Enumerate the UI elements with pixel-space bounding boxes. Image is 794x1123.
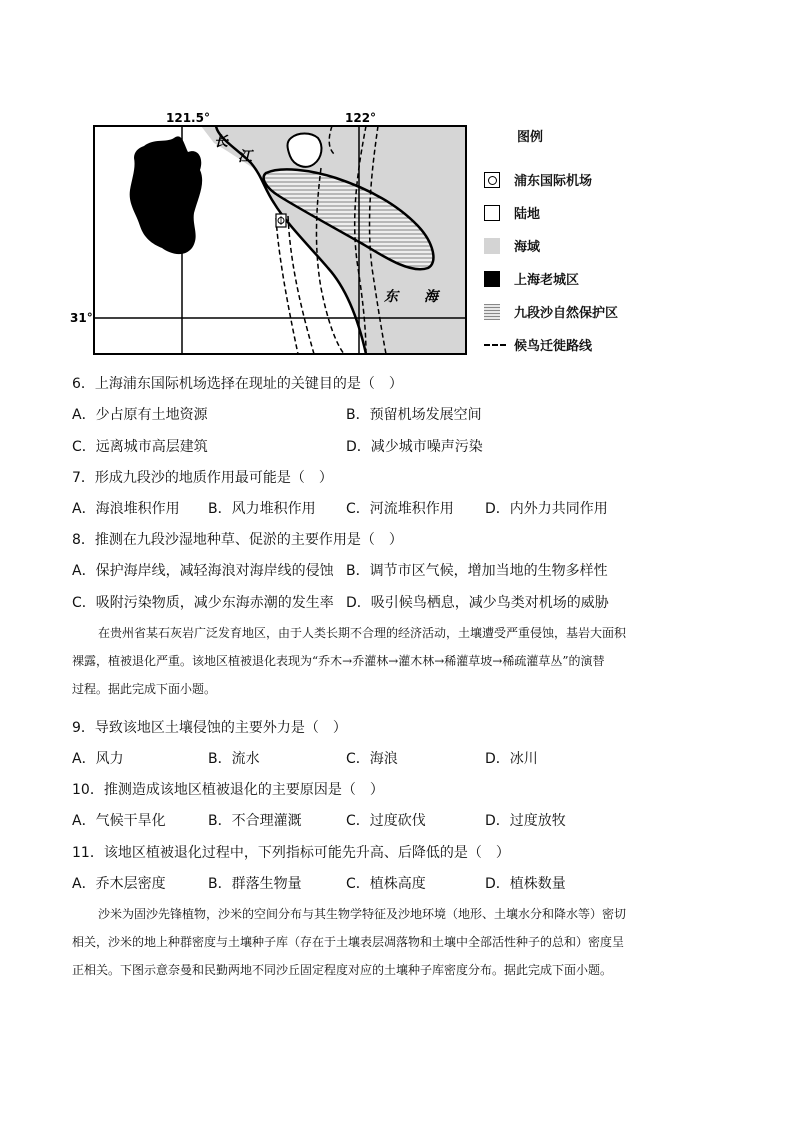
label-hai: 海 xyxy=(424,289,438,305)
lon-label-122: 122° xyxy=(345,111,377,125)
question-7-stem: 7．形成九段沙的地质作用最可能是（ ） xyxy=(72,470,333,486)
question-10-option-b[interactable]: B．不合理灌溉 xyxy=(208,813,302,829)
question-9-option-b[interactable]: B．流水 xyxy=(208,751,260,767)
legend-label: 上海老城区 xyxy=(514,273,580,288)
airport-symbol-icon xyxy=(484,172,500,188)
question-7-option-d[interactable]: D．内外力共同作用 xyxy=(485,501,608,517)
question-11-option-a[interactable]: A．乔木层密度 xyxy=(72,876,166,892)
legend-item-airport xyxy=(484,163,654,196)
question-8-option-c[interactable]: C．吸附污染物质，减少东海赤潮的发生率 xyxy=(72,595,334,611)
question-10-option-d[interactable]: D．过度放牧 xyxy=(485,813,566,829)
question-7-option-c[interactable]: C．河流堆积作用 xyxy=(346,501,454,517)
land-swatch-icon xyxy=(484,205,500,221)
question-10-option-c[interactable]: C．过度砍伐 xyxy=(346,813,426,829)
passage-line: 过程。据此完成下面小题。 xyxy=(72,682,217,696)
question-10-option-a[interactable]: A．气候干旱化 xyxy=(72,813,166,829)
island xyxy=(288,134,322,167)
passage-line: 沙米为固沙先锋植物，沙米的空间分布与其生物学特征及沙地环境（地形、土壤水分和降水等）密切 xyxy=(98,907,627,921)
question-8-option-b[interactable]: B．调节市区气候，增加当地的生物多样性 xyxy=(346,563,608,579)
legend-item-land xyxy=(484,196,654,229)
question-8-option-d[interactable]: D．吸引候鸟栖息，减少鸟类对机场的威胁 xyxy=(346,595,609,611)
passage-line: 在贵州省某石灰岩广泛发育地区，由于人类长期不合理的经济活动，土壤遭受严重侵蚀，基岩大面积 xyxy=(98,626,627,640)
label-jiang: 江 xyxy=(238,149,252,165)
legend-item-route xyxy=(484,328,654,361)
reserve-swatch-icon xyxy=(484,304,500,320)
passage-karst xyxy=(72,619,736,703)
shanghai-old-city xyxy=(130,136,202,254)
airport-icon xyxy=(276,214,286,227)
passage-shami xyxy=(72,900,736,984)
question-6-stem: 6．上海浦东国际机场选择在现址的关键目的是（ ） xyxy=(72,376,403,392)
question-8-option-a[interactable]: A．保护海岸线，减轻海浪对海岸线的侵蚀 xyxy=(72,563,334,579)
label-chang: 长 xyxy=(214,134,228,150)
legend-label: 浦东国际机场 xyxy=(514,174,593,189)
passage-line: 裸露，植被退化严重。该地区植被退化表现为“乔木→乔灌林→灌木林→稀灌草坡→稀疏灌草丛”的演替 xyxy=(72,654,605,668)
passage-line: 正相关。下图示意奈曼和民勤两地不同沙丘固定程度对应的土壤种子库密度分布。据此完成下面小题。 xyxy=(72,963,613,977)
passage-line: 相关，沙米的地上种群密度与土壤种子库（存在于土壤表层凋落物和土壤中全部活性种子的总和）密度呈 xyxy=(72,935,625,949)
question-7-option-b[interactable]: B．风力堆积作用 xyxy=(208,501,316,517)
question-11-stem: 11．该地区植被退化过程中，下列指标可能先升高、后降低的是（ ） xyxy=(72,845,510,861)
sea-swatch-icon xyxy=(484,238,500,254)
migration-route xyxy=(276,218,298,354)
question-11-option-c[interactable]: C．植株高度 xyxy=(346,876,426,892)
legend-label: 海域 xyxy=(514,240,541,255)
label-dong: 东 xyxy=(384,289,398,305)
question-9-option-c[interactable]: C．海浪 xyxy=(346,751,398,767)
legend-item-sea xyxy=(484,229,654,262)
map-legend xyxy=(484,126,654,361)
question-10-stem: 10．推测造成该地区植被退化的主要原因是（ ） xyxy=(72,782,384,798)
question-6-option-a[interactable]: A．少占原有土地资源 xyxy=(72,407,208,423)
question-9-stem: 9．导致该地区土壤侵蚀的主要外力是（ ） xyxy=(72,720,347,736)
question-9-option-a[interactable]: A．风力 xyxy=(72,751,124,767)
lon-label-121-5: 121.5° xyxy=(166,111,210,125)
legend-label: 九段沙自然保护区 xyxy=(514,306,619,321)
legend-label: 陆地 xyxy=(514,207,541,222)
map-figure xyxy=(66,108,476,358)
question-7-option-a[interactable]: A．海浪堆积作用 xyxy=(72,501,180,517)
question-8-stem: 8．推测在九段沙湿地种草、促淤的主要作用是（ ） xyxy=(72,532,403,548)
migration-route-line-icon xyxy=(484,344,506,346)
question-6-option-c[interactable]: C．远离城市高层建筑 xyxy=(72,439,208,455)
question-11-option-b[interactable]: B．群落生物量 xyxy=(208,876,302,892)
old-city-swatch-icon xyxy=(484,271,500,287)
legend-title: 图例 xyxy=(517,130,544,145)
legend-item-old-city xyxy=(484,262,654,295)
question-11-option-d[interactable]: D．植株数量 xyxy=(485,876,566,892)
question-6-option-d[interactable]: D．减少城市噪声污染 xyxy=(346,439,483,455)
legend-item-reserve xyxy=(484,295,654,328)
legend-label: 候鸟迁徙路线 xyxy=(514,339,593,354)
question-9-option-d[interactable]: D．冰川 xyxy=(485,751,538,767)
lat-label-31: 31° xyxy=(70,311,93,325)
question-6-option-b[interactable]: B．预留机场发展空间 xyxy=(346,407,482,423)
